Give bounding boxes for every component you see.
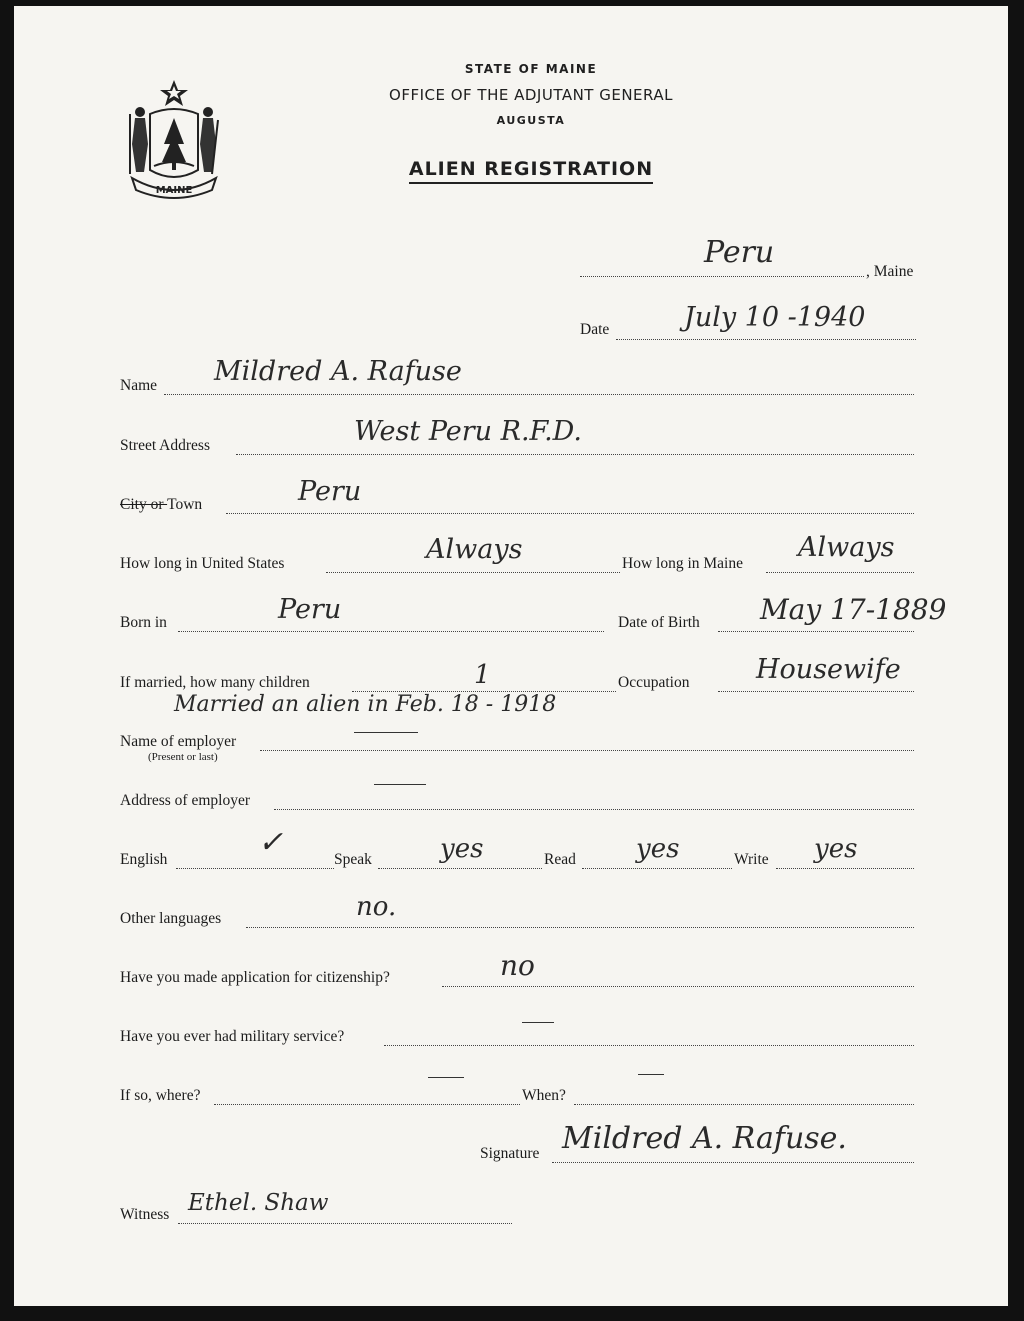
speak-label: Speak	[334, 851, 372, 868]
how-long-maine-label: How long in Maine	[622, 555, 743, 572]
signature-label: Signature	[480, 1145, 540, 1162]
maine-label: , Maine	[866, 263, 914, 280]
write-value: yes	[814, 834, 858, 864]
english-label: English	[120, 851, 168, 868]
read-label: Read	[544, 851, 576, 868]
how-long-us-value: Always	[426, 534, 523, 565]
date-of-birth-value: May 17-1889	[760, 593, 947, 626]
registration-form	[14, 6, 1008, 1306]
speak-line	[378, 868, 542, 869]
occupation-line	[718, 691, 914, 692]
military-line	[384, 1045, 914, 1046]
date-of-birth-label: Date of Birth	[618, 614, 700, 631]
citizenship-line	[442, 986, 914, 987]
employer-address-line	[274, 809, 914, 810]
name-value: Mildred A. Rafuse	[214, 356, 462, 387]
header-office: OFFICE OF THE ADJUTANT GENERAL	[389, 86, 673, 104]
street-label: Street Address	[120, 437, 210, 454]
town-value: Peru	[704, 235, 775, 270]
employer-name-line	[260, 750, 914, 751]
english-line	[176, 868, 334, 869]
how-long-maine-value: Always	[798, 532, 895, 563]
date-value: July 10 -1940	[684, 302, 866, 333]
street-line	[236, 454, 914, 455]
citizenship-value: no	[500, 949, 535, 982]
born-in-value: Peru	[278, 594, 342, 625]
other-languages-line	[246, 927, 914, 928]
other-languages-label: Other languages	[120, 910, 222, 927]
how-long-us-label: How long in United States	[120, 555, 285, 572]
where-label: If so, where?	[120, 1087, 201, 1104]
occupation-label: Occupation	[618, 674, 690, 691]
city-label: City or Town	[120, 496, 203, 513]
children-value: 1	[474, 660, 491, 690]
employer-note: (Present or last)	[148, 751, 218, 763]
name-line	[164, 394, 914, 395]
street-value: West Peru R.F.D.	[354, 416, 582, 447]
where-line	[214, 1104, 520, 1105]
when-dash	[638, 1074, 664, 1075]
svg-text:MAINE: MAINE	[155, 185, 193, 196]
signature-line	[552, 1162, 914, 1163]
date-label: Date	[580, 321, 610, 338]
witness-line	[178, 1223, 512, 1224]
born-in-line	[178, 631, 604, 632]
employer-address-dash	[374, 784, 426, 785]
where-dash	[428, 1077, 464, 1078]
write-label: Write	[734, 851, 769, 868]
how-long-us-line	[326, 572, 620, 573]
header-city: AUGUSTA	[496, 114, 566, 127]
married-note: Married an alien in Feb. 18 - 1918	[174, 692, 557, 717]
write-line	[776, 868, 914, 869]
citizenship-label: Have you made application for citizenship?	[120, 969, 390, 986]
town-line	[580, 276, 864, 277]
other-languages-value: no.	[356, 892, 397, 922]
military-dash	[522, 1022, 554, 1023]
married-note-underline	[354, 732, 418, 733]
occupation-value: Housewife	[756, 654, 901, 685]
read-value: yes	[636, 834, 680, 864]
signature-value: Mildred A. Rafuse.	[562, 1121, 847, 1156]
military-label: Have you ever had military service?	[120, 1028, 345, 1045]
how-long-maine-line	[766, 572, 914, 573]
witness-value: Ethel. Shaw	[188, 1190, 329, 1216]
employer-address-label: Address of employer	[120, 792, 250, 809]
name-label: Name	[120, 377, 158, 394]
children-label: If married, how many children	[120, 674, 310, 691]
speak-value: yes	[440, 834, 484, 864]
city-line	[226, 513, 914, 514]
date-of-birth-line	[718, 631, 914, 632]
read-line	[582, 868, 732, 869]
when-label: When?	[522, 1087, 566, 1104]
employer-name-label: Name of employer	[120, 733, 237, 750]
header-state: STATE OF MAINE	[464, 62, 598, 76]
when-line	[574, 1104, 914, 1105]
city-value: Peru	[298, 476, 362, 507]
form-title: ALIEN REGISTRATION	[34, 158, 1024, 180]
born-in-label: Born in	[120, 614, 167, 631]
witness-label: Witness	[120, 1206, 170, 1223]
english-value: ✓	[258, 825, 284, 860]
date-line	[616, 339, 916, 340]
